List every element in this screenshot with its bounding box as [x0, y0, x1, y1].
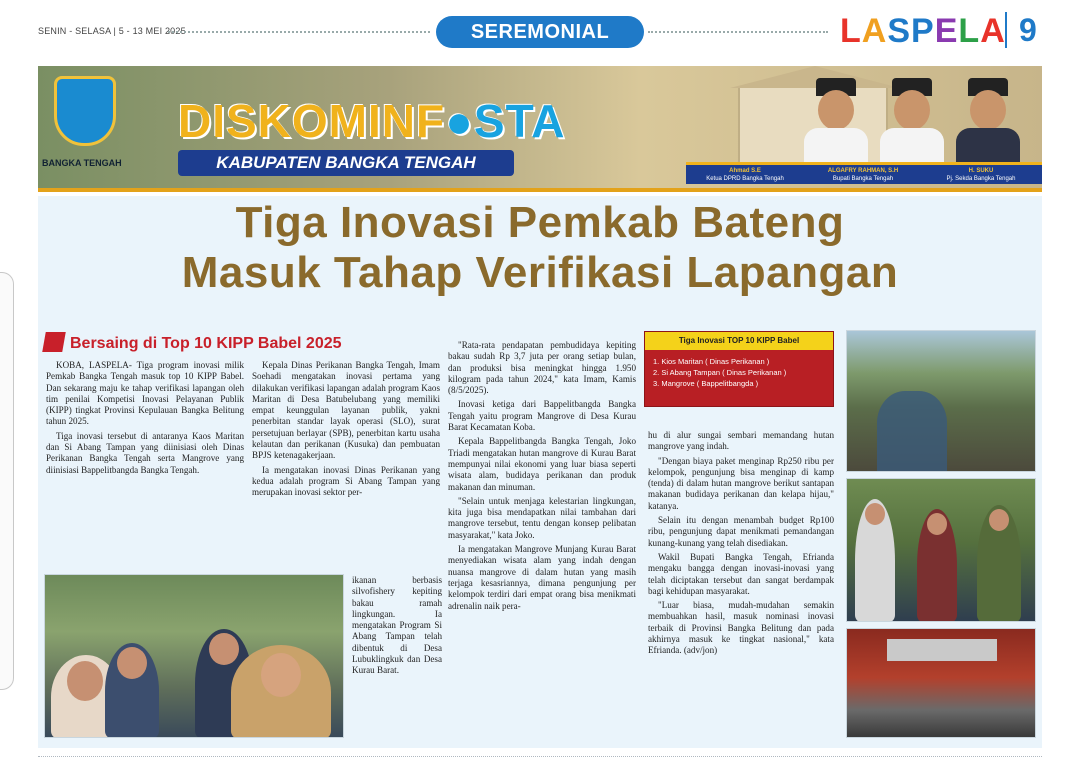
page-header	[0, 0, 1080, 62]
paragraph: Tiga inovasi tersebut di antaranya Kaos Maritan dan Si Abang Tampan yang diinisiasi oleh Dinas Perikanan Bangka Tengah serta Mangrove yang diinisiasi Bappelitbangda Bangka Tengah.	[46, 430, 244, 475]
diskominfosta-logo: DISKOMINF●STA	[178, 95, 566, 147]
officials-namebar	[686, 162, 1042, 184]
section-badge: SEREMONIAL	[436, 16, 644, 48]
brand-letter: E	[934, 12, 959, 50]
paragraph: Wakil Bupati Bangka Tengah, Efrianda mengaku bangga dengan inovasi-inovasi yang telah diciptakan tersebut dan sangat berdampak bagi kehidupan masyarakat.	[648, 551, 834, 596]
issue-date: SENIN - SELASA | 5 - 13 MEI 2025	[38, 26, 186, 36]
regency-crest-icon	[54, 76, 116, 146]
paragraph: Kepala Dinas Perikanan Bangka Tengah, Imam Soehadi mengatakan inovasi pertama yang dilakukan verifikasi lapangan adalah program Kaos Maritan di Desa Batubelubang yang memiliki empat keunggulan layanan publik, yakni penerbitan standar layak operasi (SLO), surat persetujuan berlayar (SPB), penerbitan kartu usaha kelautan dan perikanan (Kusuka) dan pembuatan BPJS ketenagakerjaan.	[252, 360, 440, 461]
page-footer-line	[38, 756, 1042, 757]
department-banner	[38, 66, 1042, 192]
verification-team-photo	[44, 574, 344, 738]
brand-letter: L	[840, 12, 862, 50]
header-divider-right	[648, 31, 828, 33]
paragraph: hu di alur sungai sembari memandang hutan mangrove yang indah.	[648, 430, 834, 452]
brand-letter: L	[958, 12, 981, 50]
page-number: 9	[1005, 12, 1037, 48]
article-headline: Tiga Inovasi Pemkab Bateng Masuk Tahap Verifikasi Lapangan	[181, 198, 899, 297]
official-caption: Ahmad S.E Ketua DPRD Bangka Tengah	[706, 168, 784, 182]
brand-logo	[840, 12, 1006, 51]
article-column-3	[448, 340, 636, 615]
official-caption: ALGAFRY RAHMAN, S.H Bupati Bangka Tengah	[827, 168, 899, 182]
paragraph: ikanan berbasis silvofishery kepiting bakau ramah lingkungan. Ia mengatakan Program Si Abang Tampan telah dibentuk di Desa Lubuklingkuk dan Desa Kurau Barat.	[352, 575, 442, 676]
article-column-4	[648, 430, 834, 660]
mangrove-visit-photo	[846, 478, 1036, 622]
mangrove-river-photo	[846, 330, 1036, 472]
regency-subtitle: KABUPATEN BANGKA TENGAH	[178, 150, 514, 176]
list-item: 1. Kios Maritan ( Dinas Perikanan )	[653, 357, 770, 366]
brand-letter: S	[887, 12, 912, 50]
official-photo	[950, 74, 1024, 168]
innovation-list	[645, 350, 833, 395]
regency-label: BANGKA TENGAH	[42, 158, 122, 168]
article-column-2-continued	[352, 575, 442, 680]
paragraph: Kepala Bappelitbangda Bangka Tengah, Joko Triadi mengatakan hutan mangrove di Kurau Barat mempunyai nilai ekonomi yang luar biasa seperti wisata alam, budidaya perikanan dan produk makanan dan minuman.	[448, 436, 636, 492]
list-item: 3. Mangrove ( Bappelitbangda )	[653, 379, 759, 388]
article-column-2	[252, 360, 440, 502]
paragraph: Inovasi ketiga dari Bappelitbangda Bangka Tengah yaitu program Mangrove di Desa Kurau Barat Kecamatan Koba.	[448, 399, 636, 433]
presentation-hall-photo	[846, 628, 1036, 738]
list-item: 2. Si Abang Tampan ( Dinas Perikanan )	[653, 368, 787, 377]
paragraph: Ia mengatakan inovasi Dinas Perikanan yang kedua adalah program Si Abang Tampan yang merupakan inovasi sektor per-	[252, 464, 440, 498]
article-subhead: Bersaing di Top 10 KIPP Babel 2025	[44, 332, 342, 353]
innovation-list-title: Tiga Inovasi TOP 10 KIPP Babel	[645, 332, 833, 350]
paragraph: "Rata-rata pendapatan pembudidaya kepiting bakau sudah Rp 3,7 juta per orang setiap bulan, dan produksi bisa meningkat hingga 1.950 kilogram pada tahun 2024," kata Imam, Kamis (8/5/2025).	[448, 340, 636, 396]
header-divider	[168, 31, 430, 33]
article-column-1	[46, 360, 244, 479]
paragraph: Ia mengatakan Mangrove Munjang Kurau Barat menyediakan wisata alam yang indah dengan nuansa mangrove di dalam hutan yang masih terjaga kesasriannya, dimana pengunjung per kelompok terdiri dari empat orang bisa menikmati adrenalin naik pera-	[448, 544, 636, 611]
brand-letter: A	[980, 12, 1006, 50]
paragraph: "Luar biasa, mudah-mudahan semakin membuahkan hasil, masuk nominasi inovasi terbaik di Provinsi Bangka Belitung dan pada akhirnya masuk ke tingkat nasional," kata Efrianda. (adv/jon)	[648, 600, 834, 656]
paragraph: "Selain untuk menjaga kelestarian lingkungan, kita juga bisa mendapatkan nilai tambahan dari mangrove tersebut, tentu dengan konsep pelibatan masyarakat," kata Joko.	[448, 495, 636, 540]
viewer-side-tab	[0, 272, 14, 690]
official-photo	[798, 74, 872, 168]
official-caption: H. SUKU Pj. Sekda Bangka Tengah	[946, 168, 1016, 182]
paragraph: "Dengan biaya paket menginap Rp250 ribu per kelompok, pengunjung bisa menginap di kamp (tenda) di dalam hutan mangrove berikut santapan makanan budidaya perikanan dan kelapa hijau," katanya.	[648, 455, 834, 511]
innovation-list-box	[644, 331, 834, 407]
brand-letter: A	[861, 12, 888, 50]
brand-letter: P	[911, 12, 935, 50]
official-photo	[874, 74, 948, 168]
paragraph: KOBA, LASPELA- Tiga program inovasi milik Pemkab Bangka Tengah masuk top 10 KIPP Babel. Dan sekarang maju ke tahap verifikasi lapangan oleh tim penilai Kompetisi Inovasi Pelayanan Publik (KIPP) tingkat Provinsi Kepulauan Bangka Belitung tahun 2025.	[46, 360, 244, 427]
paragraph: Selain itu dengan menambah budget Rp100 ribu, pengunjung dapat menikmati pemandangan kunang-kunang yang telah disediakan.	[648, 515, 834, 548]
